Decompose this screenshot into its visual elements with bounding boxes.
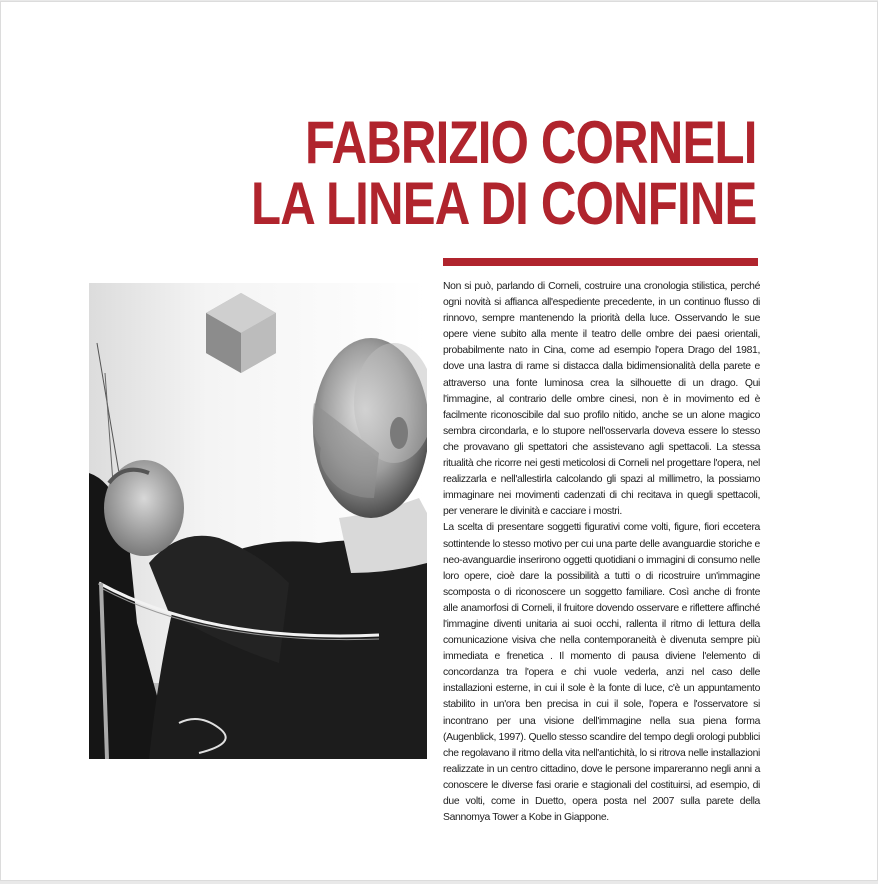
article-body <box>443 279 760 826</box>
title-underline-rule <box>443 258 758 266</box>
article-title <box>251 109 757 237</box>
document-page <box>0 1 878 881</box>
title-line-1: FABRIZIO CORNELI <box>305 109 757 176</box>
artist-photo <box>89 283 427 759</box>
title-line-2: LA LINEA DI CONFINE <box>251 170 757 237</box>
paragraph-2: La scelta di presentare soggetti figurativi come volti, figure, fiori eccetera sottintende lo stesso motivo per cui una parte delle avanguardie storiche e neo-avanguardie inserirono oggetti quotidiani o immagini di consumo nelle loro opere, cioè dare la possibilità a tutti o di ricostruire un'immagine scomposta o di riconoscere un soggetto familiare. Così anche di fronte alle anamorfosi di Corneli, il fruitore dovendo osservare e riflettere affinché l'immagine diventi unitaria ai suoi occhi, rallenta il ritmo di lettura della comunicazione visiva che nella contemporaneità è divenuta sempre più immediata e frenetica . Il momento di pausa diviene l'elemento di concordanza tra l'opera e chi vuole vederla, anzi nel caso delle installazioni esterne, in cui il sole è la fonte di luce, c'è un appuntamento stabilito in un'ora ben precisa in cui il sole, l'opera e l'osservatore si incontrano per una visione dell'immagine nella sua piena forma (Augenblick, 1997). Quello stesso scandire del tempo degli orologi pubblici che regolavano il ritmo della vita nell'antichità, lo si ritrova nelle installazioni realizzate in un centro cittadino, dove le persone impareranno negli anni a conoscere le diverse fasi orarie e stagionali del costituirsi, ad esempio, di due volti, come in Duetto, opera posta nel 2007 sulla parete della Sannomya Tower a Kobe in Giappone. <box>443 522 760 824</box>
paragraph-1: Non si può, parlando di Corneli, costruire una cronologia stilistica, perché ogni novità si affianca all'espediente precedente, in un continuo flusso di rinnovo, sempre mantenendo la priorità della luce. Osservando le sue opere viene subito alla mente il teatro delle ombre dei paesi orientali, probabilmente nato in Cina, come ad esempio l'opera Drago del 1981, dove una lastra di rame si distacca dalla bidimensionalità della parete e attraverso una fonte luminosa crea la silhouette di un drago. Qui l'immagine, al contrario delle ombre cinesi, non è in movimento ed è facilmente riconoscibile dal suo profilo nitido, anche se un alone magico sembra circondarla, e lo stupore nell'osservarla doveva essere lo stesso che provavano gli spettatori che assistevano agli spettacoli. La stessa ritualità che ricorre nei gesti meticolosi di Corneli nel progettare l'opera, nel realizzarla e nell'allestirla calcolando gli spazi al millimetro, la possiamo immaginare nei movimenti cadenzati di chi recitava in quegli spettacoli, per venerare le divinità e cacciare i mostri. <box>443 281 760 518</box>
